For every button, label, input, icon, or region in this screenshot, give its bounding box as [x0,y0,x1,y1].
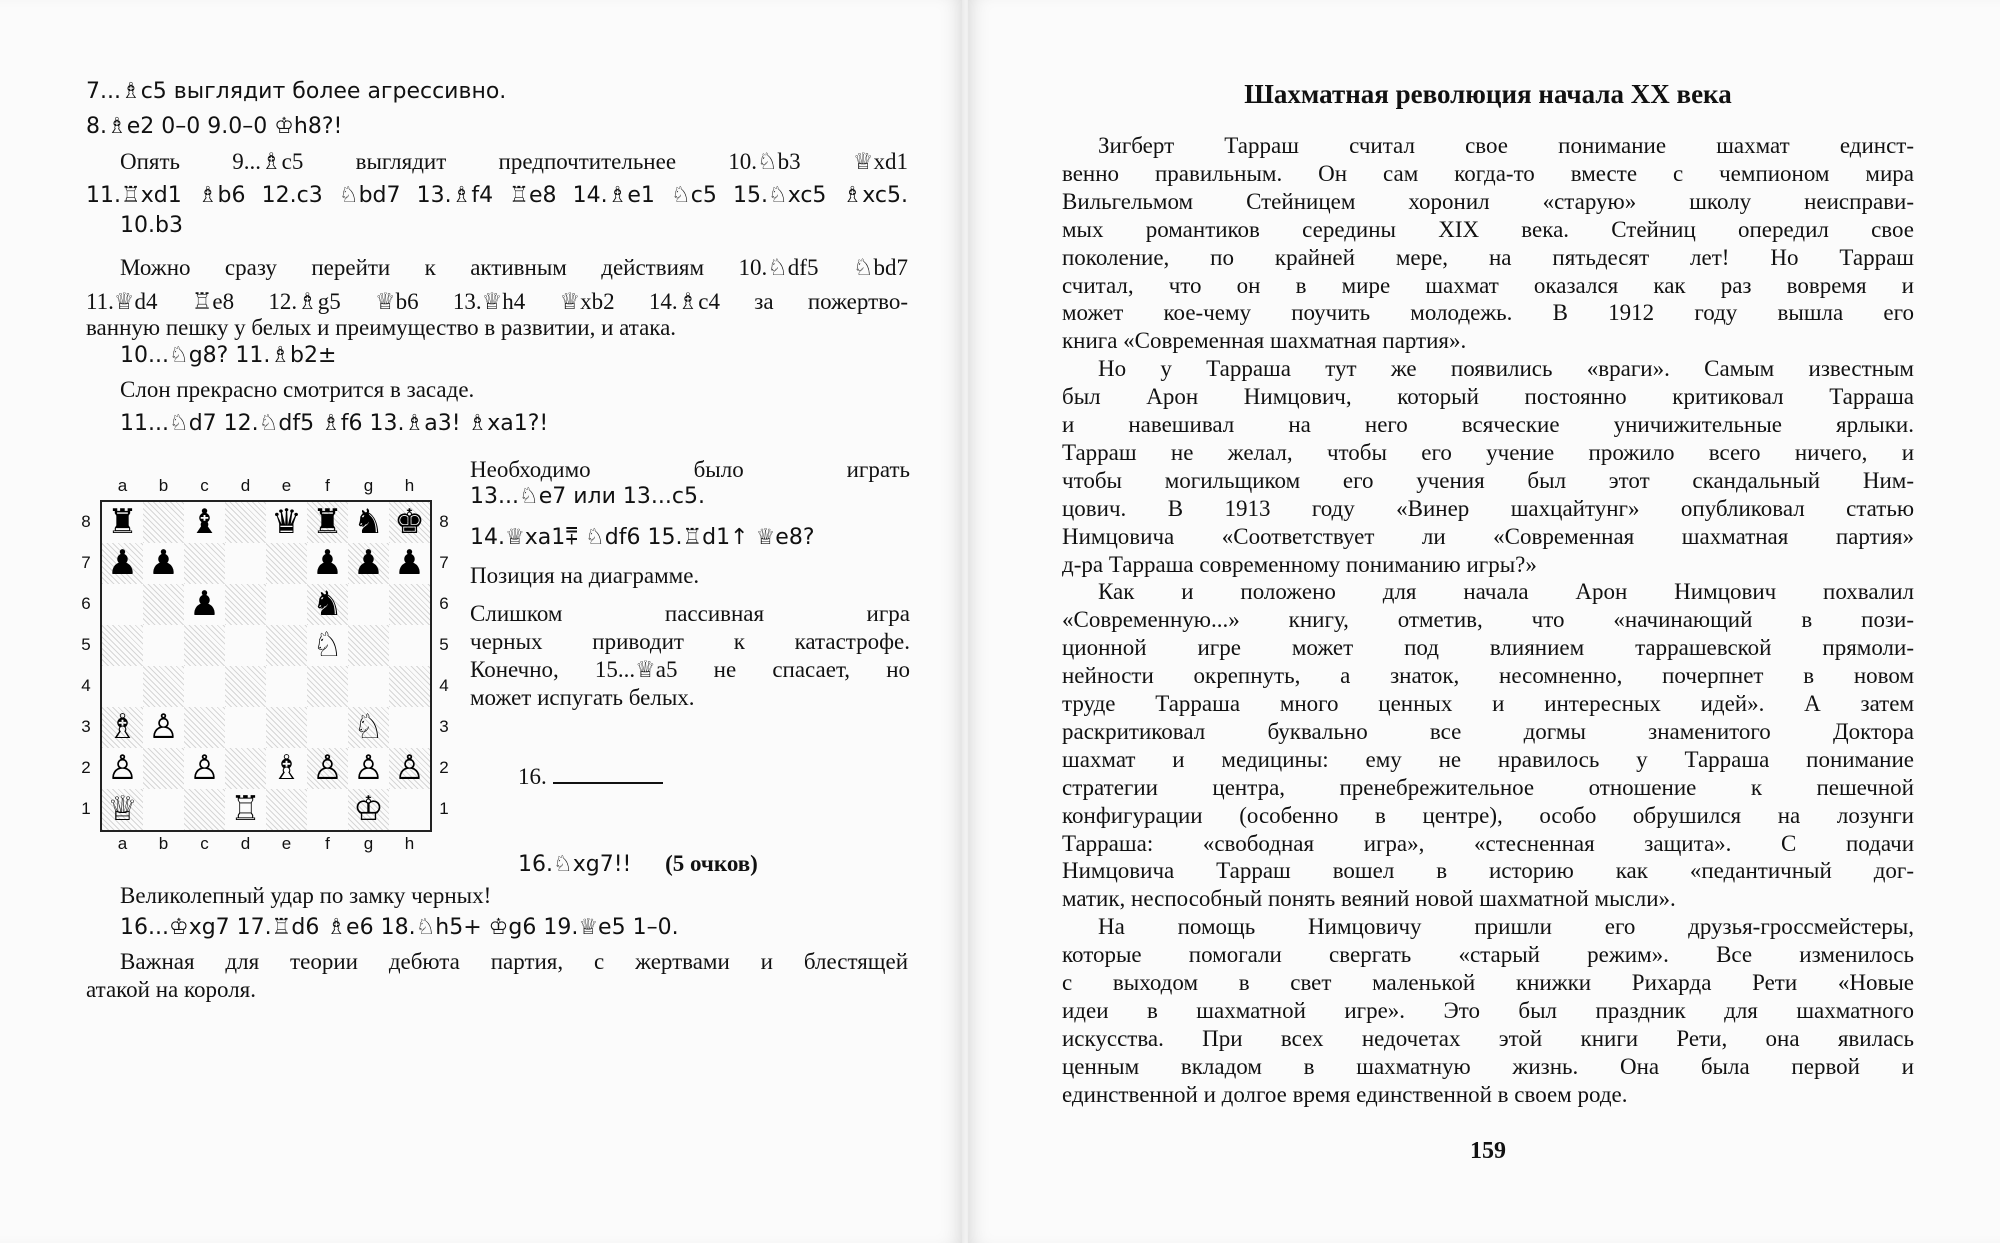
rank-label: 8 [81,511,91,531]
text-line: шахмат и медицины: ему не нравилось у Тарраша понимание [1062,746,1914,772]
text-line: с выходом в свет маленькой книжки Рихарда Рети «Новые [1062,970,1914,995]
chapter-title: Шахматная революция начала XX века [1244,79,1732,109]
rank-label: 2 [439,757,449,777]
text-line: Нимцовича «Соответствует ли «Современная шахматная партия» [1062,523,1914,549]
text-line: ценным вкладом в шахматную жизнь. Она была первой и [1062,1053,1914,1079]
board-square [225,584,266,625]
chess-piece: ♟ [353,543,384,583]
text-line: Как и положено для начала Арон Нимцович похвалил [1098,579,1914,605]
board-square [266,625,307,666]
board-square [143,625,184,666]
board-square [102,666,143,707]
chess-piece: ♟ [107,543,138,583]
text-line: ционной игре может под влиянием таррашевской прямоли- [1062,635,1914,661]
rank-label: 4 [81,675,91,695]
text-line: Тарраш не желал, чтобы его учение прожило всего ничего, и [1062,439,1914,465]
board-square [225,625,266,666]
text-line: Можно сразу перейти к активным действиям 10.♘df5 ♘bd7 [120,255,908,280]
file-label: g [363,476,374,495]
text-line: раскритиковал буквально все догмы знаменитого Доктора [1062,718,1914,744]
board-square [143,584,184,625]
file-label: a [117,834,128,853]
file-label: h [404,476,415,495]
chess-piece: ♙ [148,707,179,747]
board-square [225,502,266,543]
board-square [184,789,225,830]
board-square [389,789,430,830]
text-line: д-ра Тарраша современному пониманию игры?» [1062,551,1537,577]
text-line: 11.♖xd1 ♗b6 12.c3 ♘bd7 13.♗f4 ♖e8 14.♗e1 ♘c5 15.♘xc5 ♗xc5. [86,183,908,208]
board-square [307,789,348,830]
text-line: 13...♘e7 или 13...c5. [470,484,705,509]
answer-move: 16.♘xg7!! [518,852,632,877]
text-line: «Современную...» книгу, отметив, что «начинающий в пози- [1062,607,1914,633]
text-line: 7...♗c5 выглядит более агрессивно. [86,79,507,104]
rank-label: 5 [439,634,449,654]
text-line: Зигберт Тарраш считал свое понимание шахмат единст- [1098,133,1914,158]
board-square [102,584,143,625]
text-line: Слишком пассивная игра [470,601,910,626]
chess-piece: ♞ [353,502,384,542]
board-square [348,666,389,707]
board-square [307,666,348,707]
text-line: Тарраша: «свободная игра», «стесненная защита». С подачи [1062,830,1914,856]
text-line: 14.♕xa1⩱ ♘df6 15.♖d1↑ ♕e8? [470,525,815,550]
board-square [348,584,389,625]
file-label: d [240,834,251,853]
file-label: g [363,834,374,853]
text-line: может испугать белых. [470,685,695,710]
board-square [266,584,307,625]
chess-piece: ♙ [353,748,384,788]
chess-piece: ♙ [312,748,343,788]
board-square [389,584,430,625]
question-line [518,760,663,791]
board-square [389,666,430,707]
board-square [266,707,307,748]
chess-piece: ♟ [189,584,220,624]
chess-piece: ♟ [394,543,425,583]
text-line: идеи в шахматной игре». Это был праздник для шахматного [1062,997,1914,1023]
board-square [389,707,430,748]
page-number: 159 [1470,1138,1506,1164]
file-label: d [240,476,251,495]
rank-label: 1 [81,798,91,818]
rank-label: 7 [81,552,91,572]
text-line: Но у Тарраша тут же появились «враги». Самым известным [1098,356,1914,382]
chess-piece: ♔ [353,789,384,829]
text-line: Нимцовича Тарраш вошел в историю как «педантичный дог- [1062,858,1914,884]
chess-piece: ♟ [148,543,179,583]
board-square [184,543,225,584]
board-square [307,707,348,748]
rank-label: 1 [439,798,449,818]
file-label: e [281,834,292,853]
chess-piece: ♙ [394,748,425,788]
file-label: b [158,834,169,853]
board-square [389,625,430,666]
file-label: a [117,476,128,495]
text-line: 8.♗e2 0–0 9.0–0 ♔h8?! [86,114,343,139]
text-line: стратегии центра, пренебрежительное отношение к пешечной [1062,774,1914,800]
text-line: искусства. При всех недочетах этой книги Рети, она явилась [1062,1025,1914,1051]
board-square [225,707,266,748]
text-line: может кое-чему поучить молодежь. В 1912 году вышла его [1062,300,1914,326]
chess-piece: ♜ [107,502,138,542]
file-label: c [200,834,209,853]
text-line: Вильгельмом Стейницем хоронил «старую» школу неисправи- [1062,188,1914,214]
chess-piece: ♘ [312,625,343,665]
rank-label: 5 [81,634,91,654]
text-line: 10.b3 [120,213,183,238]
board-square [266,543,307,584]
answer-points: (5 очков) [665,851,758,876]
text-line: Конечно, 15...♕a5 не спасает, но [470,657,910,682]
text-line: 16...♔xg7 17.♖d6 ♗e6 18.♘h5+ ♔g6 19.♕e5 1–0. [120,915,679,940]
answer-line [518,850,758,879]
chess-piece: ♘ [353,707,384,747]
board-square [266,666,307,707]
text-line: считал, что он в мире шахмат оказался как раз вовремя и [1062,272,1914,298]
text-line: 11.♕d4 ♖e8 12.♗g5 ♕b6 13.♕h4 ♕xb2 14.♗c4 за пожертво- [86,289,908,314]
rank-label: 3 [439,716,449,736]
text-line: труде Тарраша много ценных и интересных идей». А затем [1062,691,1914,716]
text-line: ванную пешку у белых и преимущество в развитии, и атака. [86,315,677,340]
rank-label: 2 [81,757,91,777]
chess-diagram [100,500,432,832]
board-square [102,625,143,666]
board-square [184,625,225,666]
board-square [266,789,307,830]
text-line: венно правильным. Он сам когда-то вместе с чемпионом мира [1062,160,1914,186]
text-line: На помощь Нимцовичу пришли его друзья-гроссмейстеры, [1098,914,1914,940]
rank-label: 7 [439,552,449,572]
text-line: и навешивал на него всяческие уничижительные ярлыки. [1062,412,1914,437]
file-label: c [200,476,209,495]
board-square [225,748,266,789]
rank-label: 6 [81,593,91,613]
question-label: 16. [518,764,547,789]
board-square [143,502,184,543]
text-line: Опять 9...♗c5 выглядит предпочтительнее 10.♘b3 ♕xd1 [120,149,908,174]
board-square [143,666,184,707]
file-label: h [404,834,415,853]
text-line: был Арон Нимцович, который постоянно критиковал Тарраша [1062,384,1914,410]
chess-piece: ♛ [271,502,302,542]
chess-piece: ♗ [271,748,302,788]
text-line: единственной и долгое время единственной в своем роде. [1062,1081,1628,1107]
board-square [225,666,266,707]
text-line: конфигурации (особенно в центре), особо обрушился на лозунги [1062,802,1914,828]
text-line: Необходимо было играть [470,457,910,482]
board-square [225,543,266,584]
chess-piece: ♟ [312,543,343,583]
text-line: чтобы могильщиком его учения был этот скандальный Ним- [1062,467,1914,493]
text-line: черных приводит к катастрофе. [470,629,910,654]
text-line: 10...♘g8? 11.♗b2± [120,343,337,368]
chess-piece: ♚ [394,502,425,542]
chess-piece: ♗ [107,707,138,747]
text-line: Позиция на диаграмме. [470,563,700,588]
chess-piece: ♙ [107,748,138,788]
board-square [348,625,389,666]
chess-piece: ♞ [312,584,343,624]
chess-piece: ♖ [230,789,261,829]
text-line: поколение, по крайней мере, на пятьдесят лет! Но Тарраш [1062,244,1914,270]
text-line: атакой на короля. [86,977,256,1002]
board-square [184,707,225,748]
chess-piece: ♜ [312,502,343,542]
rank-label: 3 [81,716,91,736]
board-square [184,666,225,707]
text-line: цович. В 1913 году «Винер шахцайтунг» опубликовал статью [1062,495,1914,521]
file-label: f [325,476,330,495]
board-square [143,748,184,789]
text-line: Важная для теории дебюта партия, с жертвами и блестящей [120,949,908,974]
text-line: Слон прекрасно смотрится в засаде. [120,377,475,402]
file-label: f [325,834,330,853]
text-line: книга «Современная шахматная партия». [1062,328,1467,354]
text-line: нейности окрепнуть, а знаток, несомненно, почерпнет в новом [1062,663,1914,689]
text-line: Великолепный удар по замку черных! [120,883,492,908]
rank-label: 6 [439,593,449,613]
chess-piece: ♙ [189,748,220,788]
file-label: e [281,476,292,495]
text-line: мых романтиков середины XIX века. Стейниц опередил свое [1062,216,1914,242]
rank-label: 4 [439,675,449,695]
chess-piece: ♝ [189,502,220,542]
rank-label: 8 [439,511,449,531]
text-line: которые помогали свергать «старый режим». Все изменилось [1062,942,1914,968]
text-line: матик, неспособный понять веяний новой шахматной мысли». [1062,886,1676,912]
file-label: b [158,476,169,495]
board-square [143,789,184,830]
chess-piece: ♕ [107,789,138,829]
text-line: 11...♘d7 12.♘df5 ♗f6 13.♗a3! ♗xa1?! [120,411,549,436]
answer-blank [553,760,663,784]
